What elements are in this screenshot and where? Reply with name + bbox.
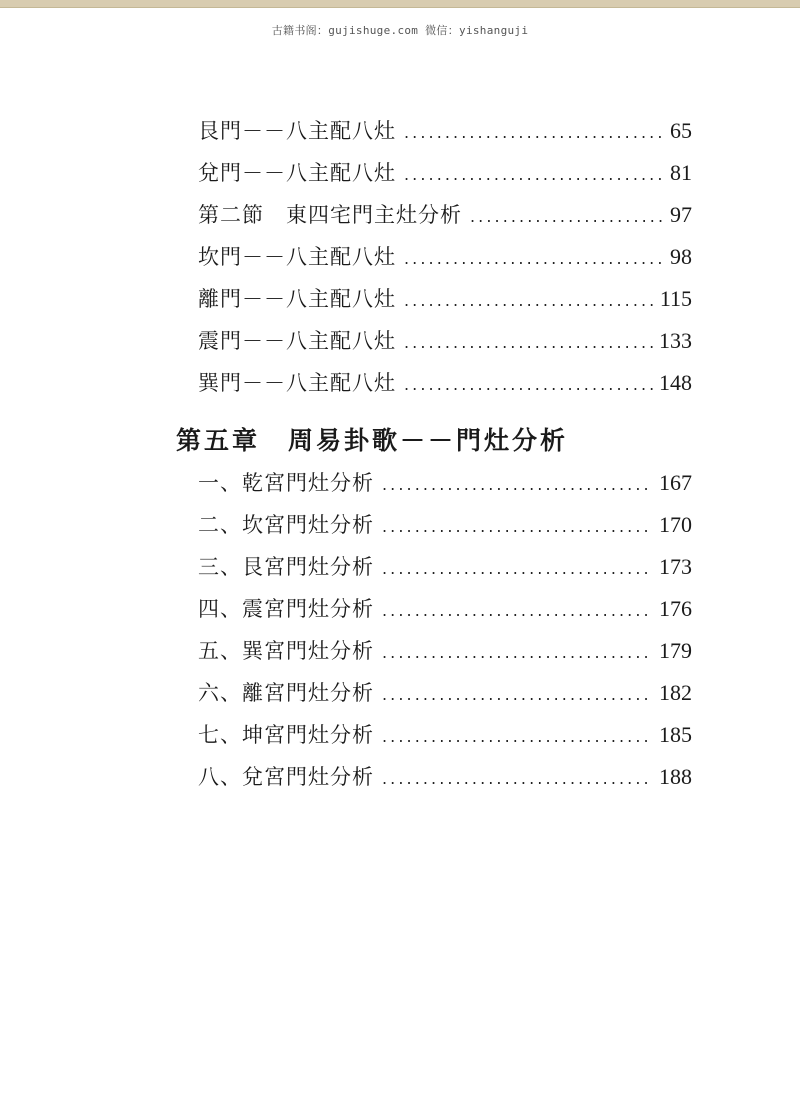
toc-entry [198,242,692,274]
toc-entry-page: 115 [659,286,692,311]
toc-entry-page: 182 [659,680,692,705]
toc-entry-page: 81 [670,160,692,185]
toc-entry-title: 第二節 東四宅門主灶分析 [198,203,462,227]
toc-entry [198,720,692,752]
site-watermark: 古籍书阁：gujishuge.com 微信：yishanguji [271,24,529,37]
toc-entry-title: 一、乾宮門灶分析 [198,471,374,495]
dot-leader [382,638,653,668]
toc-entry [198,594,692,626]
toc-entry [198,678,692,710]
toc-entry-page: 167 [659,470,692,495]
toc-entry-title: 七、坤宮門灶分析 [198,723,374,747]
toc-entry-page: 65 [670,118,692,143]
toc-entry-title: 四、震宮門灶分析 [198,597,374,621]
dot-leader [404,370,653,400]
dot-leader [382,512,653,542]
toc-entry [198,284,692,316]
toc-entry [198,636,692,668]
dot-leader [382,596,653,626]
toc-entry-title: 離門－－八主配八灶 [198,287,396,311]
toc-entry-title: 二、坎宮門灶分析 [198,513,374,537]
toc-entry-title: 坎門－－八主配八灶 [198,245,396,269]
toc-entry [198,762,692,794]
toc-entry-page: 188 [659,764,692,789]
toc-entry-title: 六、離宮門灶分析 [198,681,374,705]
toc-entry-title: 兌門－－八主配八灶 [198,161,396,185]
toc-entry-page: 179 [659,638,692,663]
dot-leader [404,118,664,148]
dot-leader [382,722,653,752]
chapter-heading: 第五章 周易卦歌－－門灶分析 [176,426,569,455]
toc-entry-page: 98 [670,244,692,269]
toc-entry-title: 巽門－－八主配八灶 [198,371,396,395]
toc-entry [198,552,692,584]
toc-entry [198,368,692,400]
toc-entry-page: 133 [659,328,692,353]
toc-entry-page: 185 [659,722,692,747]
dot-leader [404,160,664,190]
dot-leader [382,680,653,710]
toc-entry [198,510,692,542]
toc-entry [198,468,692,500]
toc-entry-page: 170 [659,512,692,537]
toc-entry-title: 三、艮宮門灶分析 [198,555,374,579]
dot-leader [404,328,653,358]
toc-entry [198,158,692,190]
dot-leader [404,244,664,274]
toc-entry [198,116,692,148]
toc-entry-page: 148 [659,370,692,395]
toc-entry-title: 艮門－－八主配八灶 [198,119,396,143]
dot-leader [382,470,653,500]
toc-entry-title: 五、巽宮門灶分析 [198,639,374,663]
toc-entry-title: 震門－－八主配八灶 [198,329,396,353]
dot-leader [470,202,664,232]
dot-leader [382,554,653,584]
toc-entry-page: 173 [659,554,692,579]
toc-entry-page: 97 [670,202,692,227]
dot-leader [404,286,654,316]
dot-leader [382,764,653,794]
toc-entry-page: 176 [659,596,692,621]
toc-entry-title: 八、兌宮門灶分析 [198,765,374,789]
toc-entry [198,200,692,232]
toc-entry [198,326,692,358]
